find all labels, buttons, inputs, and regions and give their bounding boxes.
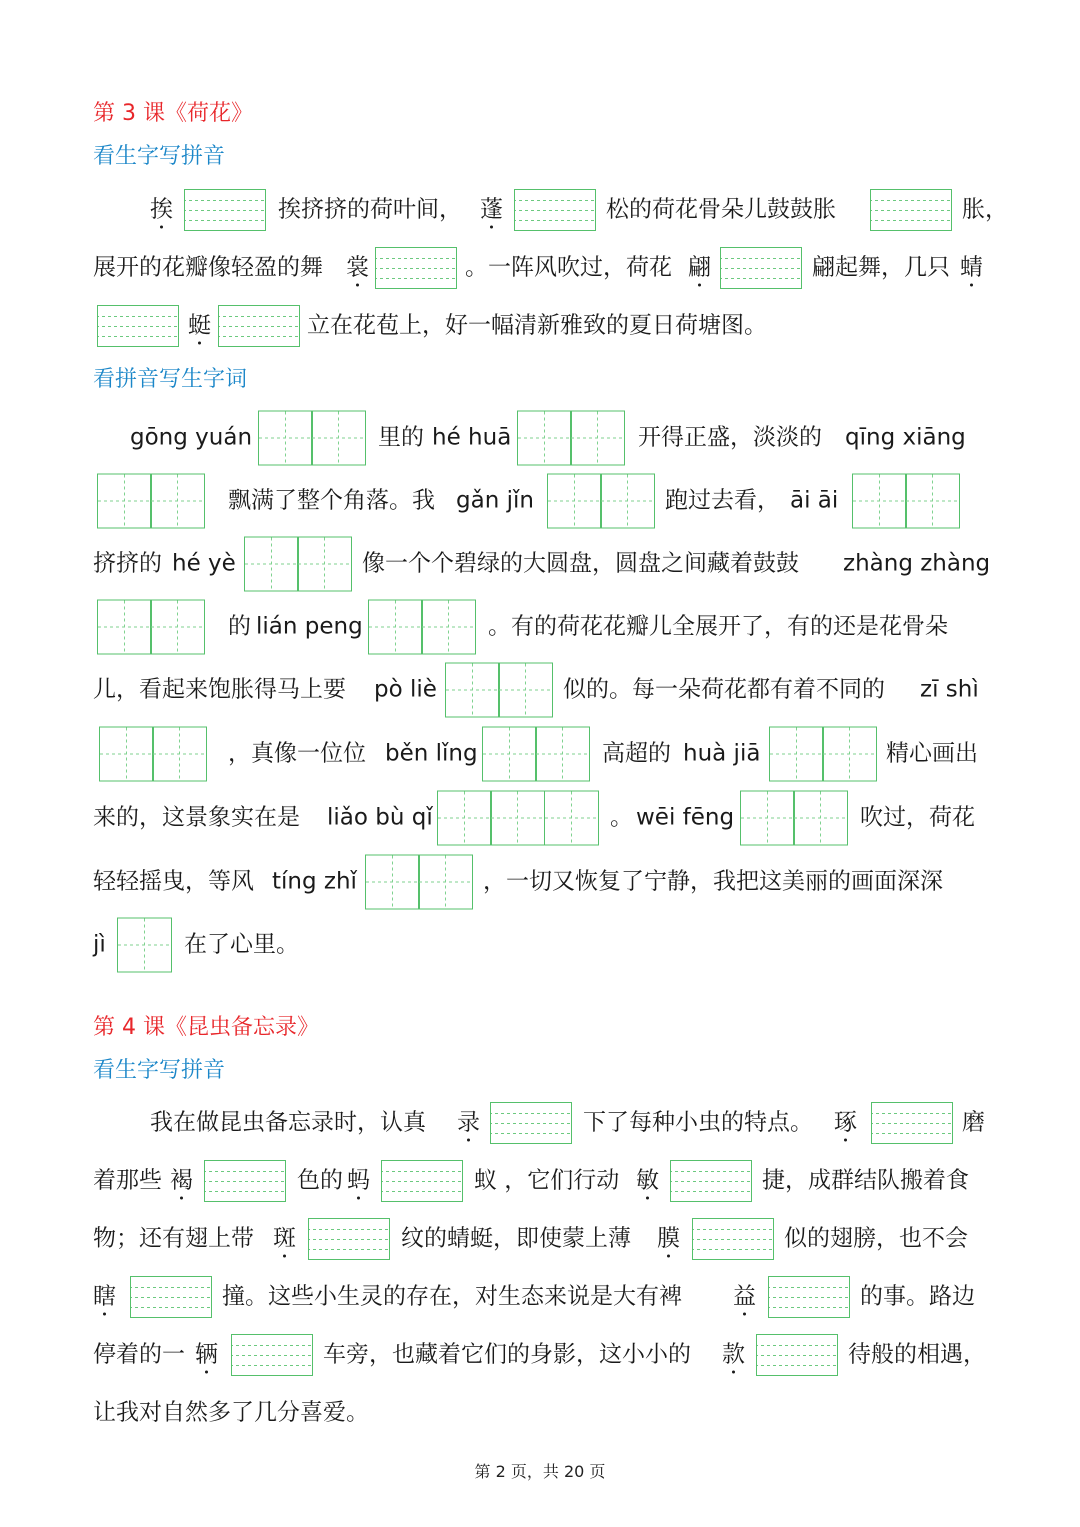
grid-cell[interactable] [740, 791, 795, 846]
grid-cell[interactable] [97, 474, 152, 529]
text-segment: 色的 [297, 1167, 343, 1194]
text-segment: 蚁 ，它们行动 [474, 1167, 620, 1194]
grid-cell[interactable] [535, 727, 590, 782]
grid-cell[interactable] [258, 411, 313, 466]
dotted-character: 裳 [346, 254, 369, 281]
character-grid[interactable] [99, 727, 207, 782]
dotted-character: 辆 [195, 1341, 218, 1368]
text-segment: 展开的花瓣像轻盈的舞 [93, 254, 323, 281]
grid-cell[interactable] [244, 537, 299, 592]
grid-cell[interactable] [600, 474, 655, 529]
grid-cell[interactable] [311, 411, 366, 466]
grid-cell[interactable] [498, 663, 553, 718]
section-write-pinyin: 看生字写拼音 [93, 1058, 226, 1083]
exercise-line [0, 723, 1080, 785]
grid-cell[interactable] [490, 791, 545, 846]
pinyin-answer-box[interactable] [218, 305, 300, 347]
exercise-line [0, 237, 1080, 299]
exercise-line [0, 659, 1080, 721]
grid-cell[interactable] [150, 474, 205, 529]
text-segment: 儿，看起来饱胀得马上要 [93, 676, 346, 703]
text-segment: 松的荷花骨朵儿鼓鼓胀 [606, 196, 836, 223]
exercise-line [0, 179, 1080, 241]
grid-cell[interactable] [97, 600, 152, 655]
exercise-line [0, 1324, 1080, 1386]
text-segment: 磨 [962, 1109, 985, 1136]
exercise-line [0, 533, 1080, 595]
exercise-line [0, 914, 1080, 976]
text-segment: 像一个个碧绿的大圆盘，圆盘之间藏着鼓鼓 [362, 550, 799, 577]
text-segment: 翩起舞，几只 [812, 254, 950, 281]
grid-cell[interactable] [297, 537, 352, 592]
text-segment: 。有的荷花花瓣儿全展开了，有的还是花骨朵 [488, 613, 948, 640]
pinyin-prompt: pò liè [374, 676, 437, 703]
pinyin-answer-box[interactable] [514, 189, 596, 231]
grid-cell[interactable] [437, 791, 492, 846]
character-grid[interactable] [769, 727, 877, 782]
text-segment: 纹的蜻蜓，即使蒙上薄 [401, 1225, 631, 1252]
dotted-character: 挨 [150, 196, 173, 223]
pinyin-answer-box[interactable] [381, 1160, 463, 1202]
text-segment: 的事。路边 [860, 1283, 975, 1310]
exercise-line [0, 1150, 1080, 1212]
character-grid[interactable] [547, 474, 655, 529]
pinyin-answer-box[interactable] [768, 1276, 850, 1318]
grid-cell[interactable] [544, 791, 599, 846]
grid-cell[interactable] [852, 474, 907, 529]
text-segment: 的 [228, 613, 251, 640]
text-segment: 。一阵风吹过，荷花 [465, 254, 672, 281]
text-segment: 精心画出 [886, 740, 978, 767]
text-segment: 停着的一 [93, 1341, 185, 1368]
character-grid[interactable] [365, 855, 473, 910]
pinyin-prompt: hé huā [432, 424, 512, 451]
grid-cell[interactable] [150, 600, 205, 655]
text-segment: 胀， [962, 196, 1008, 223]
pinyin-prompt: tíng zhǐ [272, 868, 357, 895]
pinyin-answer-box[interactable] [184, 189, 266, 231]
exercise-line [0, 1208, 1080, 1270]
character-grid[interactable] [258, 411, 366, 466]
grid-cell[interactable] [482, 727, 537, 782]
character-grid[interactable] [517, 411, 625, 466]
lesson-3-title: 第 3 课《荷花》 [93, 101, 253, 126]
page-number: 第 2 页，共 20 页 [474, 1462, 606, 1481]
grid-cell[interactable] [547, 474, 602, 529]
text-segment: 下了每种小虫的特点。 [583, 1109, 813, 1136]
text-segment: 开得正盛，淡淡的 [638, 424, 822, 451]
dotted-character: 琢 [834, 1109, 857, 1136]
text-segment: 待般的相遇， [848, 1341, 986, 1368]
pinyin-prompt: huà jiā [683, 740, 761, 767]
exercise-line [0, 470, 1080, 532]
grid-cell[interactable] [793, 791, 848, 846]
text-segment: 似的。每一朵荷花都有着不同的 [563, 676, 885, 703]
dotted-character: 翩 [688, 254, 711, 281]
pinyin-prompt: běn lǐng [385, 740, 478, 767]
grid-cell[interactable] [152, 727, 207, 782]
exercise-line [0, 295, 1080, 357]
pinyin-prompt: qīng xiāng [845, 424, 966, 451]
text-segment: 挨挤挤的荷叶间， [278, 196, 462, 223]
pinyin-prompt: liǎo bù qǐ [327, 804, 433, 831]
text-segment: 来的，这景象实在是 [93, 804, 300, 831]
dotted-character: 瞎 [93, 1283, 116, 1310]
dotted-character: 膜 [657, 1225, 680, 1252]
dotted-character: 蜻 [960, 254, 983, 281]
text-segment: 让我对自然多了几分喜爱。 [93, 1399, 369, 1426]
pinyin-prompt: gǎn jǐn [456, 487, 534, 514]
pinyin-answer-box[interactable] [692, 1218, 774, 1260]
pinyin-prompt: zhàng zhàng [843, 550, 991, 577]
pinyin-answer-box[interactable] [490, 1102, 572, 1144]
text-segment: 物；还有翅上带 [93, 1225, 254, 1252]
pinyin-prompt: hé yè [172, 550, 236, 577]
dotted-character: 褐 [170, 1167, 193, 1194]
text-segment: 里的 [378, 424, 424, 451]
pinyin-answer-box[interactable] [871, 1102, 953, 1144]
grid-cell[interactable] [365, 855, 420, 910]
dotted-character: 敏 [636, 1167, 659, 1194]
pinyin-answer-box[interactable] [97, 305, 179, 347]
exercise-line [0, 1382, 1080, 1444]
pinyin-prompt: gōng yuán [130, 424, 253, 451]
exercise-line [0, 1092, 1080, 1154]
pinyin-answer-box[interactable] [231, 1334, 313, 1376]
text-segment: 似的翅膀，也不会 [784, 1225, 968, 1252]
text-segment: 飘满了整个角落。我 [228, 487, 435, 514]
character-grid[interactable] [482, 727, 590, 782]
grid-cell[interactable] [117, 918, 172, 973]
dotted-character: 蚂 [347, 1167, 370, 1194]
pinyin-prompt: lián peng [256, 613, 363, 640]
lesson-4-title: 第 4 课《昆虫备忘录》 [93, 1015, 319, 1040]
text-segment: 挤挤的 [93, 550, 162, 577]
exercise-line [0, 407, 1080, 469]
text-segment: 我在做昆虫备忘录时，认真 [150, 1109, 426, 1136]
text-segment: 立在花苞上，好一幅清新雅致的夏日荷塘图。 [307, 312, 767, 339]
grid-cell[interactable] [517, 411, 572, 466]
pinyin-prompt: āi āi [790, 487, 839, 514]
text-segment: 在了心里。 [184, 931, 299, 958]
pinyin-answer-box[interactable] [670, 1160, 752, 1202]
grid-cell[interactable] [822, 727, 877, 782]
text-segment: 撞。这些小生灵的存在，对生态来说是大有裨 [222, 1283, 682, 1310]
text-segment: 跑过去看， [665, 487, 780, 514]
exercise-line [0, 596, 1080, 658]
character-grid[interactable] [97, 474, 205, 529]
character-grid[interactable] [740, 791, 848, 846]
dotted-character: 录 [457, 1109, 480, 1136]
pinyin-answer-box[interactable] [870, 189, 952, 231]
text-segment: 着那些 [93, 1167, 162, 1194]
character-grid[interactable] [117, 918, 172, 973]
section-write-pinyin: 看生字写拼音 [93, 144, 226, 169]
grid-cell[interactable] [421, 600, 476, 655]
text-segment: 车旁，也藏着它们的身影，这小小的 [323, 1341, 691, 1368]
text-segment: ，一切又恢复了宁静，我把这美丽的画面深深 [483, 868, 943, 895]
exercise-line [0, 851, 1080, 913]
dotted-character: 斑 [273, 1225, 296, 1252]
pinyin-answer-box[interactable] [130, 1276, 212, 1318]
dotted-character: 蜓 [188, 312, 211, 339]
character-grid[interactable] [368, 600, 476, 655]
pinyin-answer-box[interactable] [308, 1218, 390, 1260]
dotted-character: 益 [733, 1283, 756, 1310]
exercise-line [0, 1266, 1080, 1328]
character-grid[interactable] [445, 663, 553, 718]
dotted-character: 蓬 [480, 196, 503, 223]
exercise-line [0, 787, 1080, 849]
text-segment: 高超的 [602, 740, 671, 767]
character-grid[interactable] [97, 600, 205, 655]
character-grid[interactable] [852, 474, 960, 529]
pinyin-prompt: wēi fēng [636, 804, 735, 831]
pinyin-prompt: zī shì [920, 676, 979, 703]
text-segment: 吹过，荷花 [860, 804, 975, 831]
pinyin-prompt: jì [93, 931, 106, 958]
text-segment: 轻轻摇曳，等风 [93, 868, 254, 895]
text-segment: ，真像一位位 [228, 740, 366, 767]
text-segment: 捷，成群结队搬着食 [762, 1167, 969, 1194]
text-segment: 。 [610, 804, 633, 831]
character-grid[interactable] [437, 791, 599, 846]
grid-cell[interactable] [418, 855, 473, 910]
section-write-characters: 看拼音写生字词 [93, 367, 248, 392]
pinyin-answer-box[interactable] [756, 1334, 838, 1376]
character-grid[interactable] [244, 537, 352, 592]
dotted-character: 款 [722, 1341, 745, 1368]
grid-cell[interactable] [769, 727, 824, 782]
pinyin-answer-box[interactable] [204, 1160, 286, 1202]
pinyin-answer-box[interactable] [375, 247, 457, 289]
grid-cell[interactable] [905, 474, 960, 529]
pinyin-answer-box[interactable] [720, 247, 802, 289]
grid-cell[interactable] [570, 411, 625, 466]
grid-cell[interactable] [445, 663, 500, 718]
grid-cell[interactable] [99, 727, 154, 782]
grid-cell[interactable] [368, 600, 423, 655]
